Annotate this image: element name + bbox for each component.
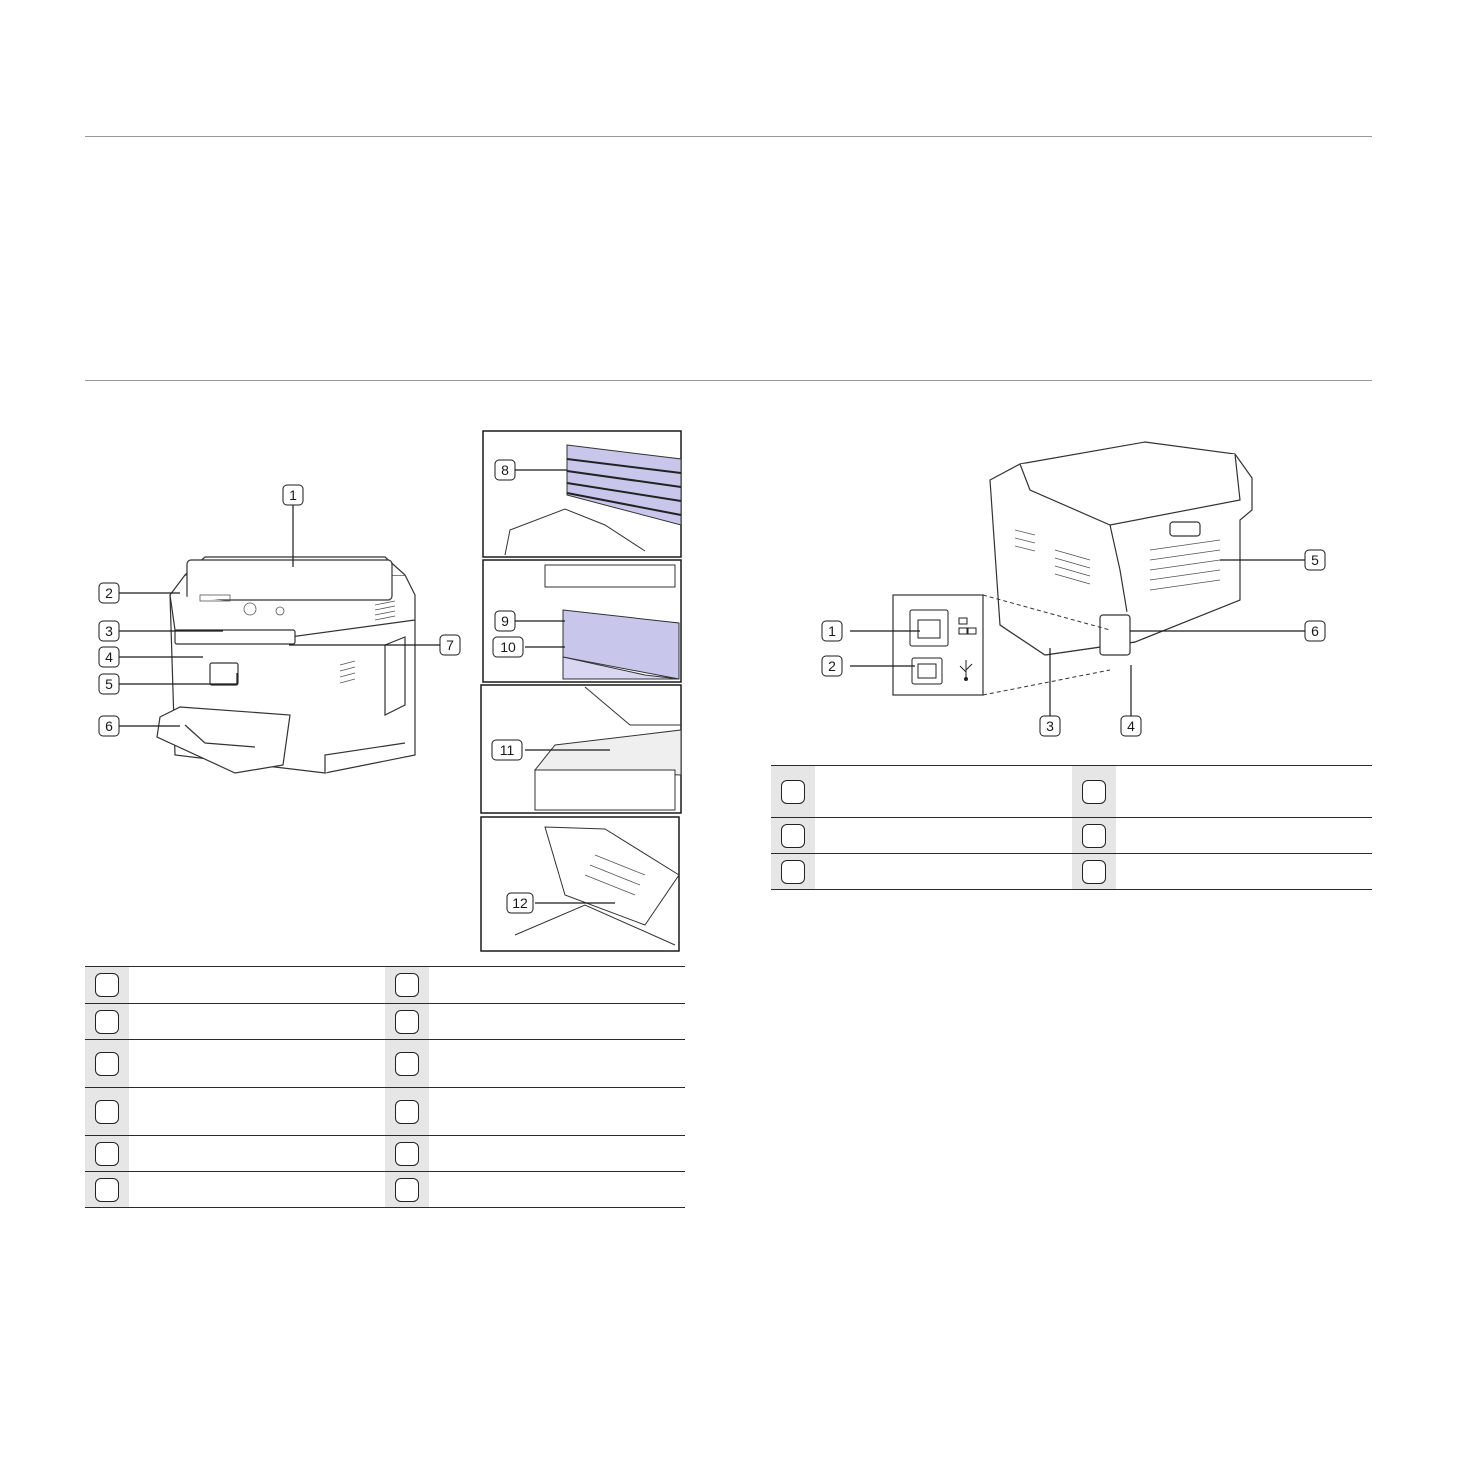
svg-text:9: 9 (501, 613, 509, 629)
rear-view-legend (771, 765, 1372, 890)
front-callout-3 (99, 621, 119, 641)
rear-view-figure (800, 430, 1360, 750)
svg-text:6: 6 (1311, 623, 1319, 639)
front-callout-2 (99, 583, 119, 603)
legend-label (429, 1040, 685, 1088)
number-badge (781, 860, 805, 884)
table-row (85, 1040, 685, 1088)
legend-label (129, 1172, 385, 1208)
svg-text:1: 1 (828, 623, 836, 639)
number-badge (395, 1100, 419, 1124)
number-badge (1082, 860, 1106, 884)
svg-text:3: 3 (1046, 718, 1054, 734)
svg-text:4: 4 (1127, 718, 1135, 734)
rear-callout-1 (822, 621, 842, 641)
front-callout-4 (99, 647, 119, 667)
svg-text:6: 6 (105, 718, 113, 734)
legend-label (429, 1004, 685, 1040)
front-view-illustration (85, 425, 685, 955)
table-row (771, 854, 1372, 890)
legend-label (1116, 766, 1373, 818)
front-view-legend (85, 966, 685, 1208)
rear-view-illustration (800, 430, 1360, 750)
number-badge (395, 1142, 419, 1166)
svg-text:5: 5 (1311, 552, 1319, 568)
number-badge (1082, 824, 1106, 848)
number-badge (395, 1178, 419, 1202)
front-callout-5 (99, 674, 119, 694)
legend-label (1116, 854, 1373, 890)
legend-label (429, 1172, 685, 1208)
number-badge (95, 1010, 119, 1034)
legend-label (129, 1136, 385, 1172)
legend-label (815, 854, 1072, 890)
svg-text:4: 4 (105, 649, 113, 665)
svg-text:8: 8 (501, 462, 509, 478)
front-callout-1 (283, 485, 303, 505)
inset-scanner-lid-panel (481, 817, 679, 951)
rear-callout-2 (822, 656, 842, 676)
front-callout-7 (440, 635, 460, 655)
number-badge (395, 1010, 419, 1034)
number-badge (395, 973, 419, 997)
table-row (771, 818, 1372, 854)
legend-label (429, 967, 685, 1004)
inset-scan-glass-panel (481, 685, 681, 813)
number-badge (781, 780, 805, 804)
svg-text:11: 11 (499, 742, 515, 758)
front-callout-6 (99, 716, 119, 736)
svg-text:10: 10 (500, 639, 516, 655)
legend-label (429, 1088, 685, 1136)
rear-callout-6 (1305, 621, 1325, 641)
section-rule (85, 380, 1372, 381)
legend-label (815, 766, 1072, 818)
number-badge (95, 1178, 119, 1202)
legend-label (815, 818, 1072, 854)
number-badge (95, 973, 119, 997)
legend-label (1116, 818, 1373, 854)
number-badge (781, 824, 805, 848)
svg-text:2: 2 (105, 585, 113, 601)
inset-toner-panel (483, 431, 681, 557)
rear-callout-5 (1305, 550, 1325, 570)
legend-label (429, 1136, 685, 1172)
table-row (85, 1004, 685, 1040)
number-badge (95, 1142, 119, 1166)
front-view-figure (85, 425, 685, 955)
svg-text:7: 7 (446, 637, 454, 653)
legend-label (129, 1040, 385, 1088)
table-row (85, 967, 685, 1004)
number-badge (395, 1052, 419, 1076)
number-badge (95, 1100, 119, 1124)
rear-callout-3 (1040, 716, 1060, 736)
number-badge (1082, 780, 1106, 804)
legend-label (129, 1004, 385, 1040)
svg-text:1: 1 (289, 487, 297, 503)
svg-text:3: 3 (105, 623, 113, 639)
svg-text:5: 5 (105, 676, 113, 692)
rear-callout-4 (1121, 716, 1141, 736)
table-row (85, 1088, 685, 1136)
table-row (85, 1136, 685, 1172)
number-badge (95, 1052, 119, 1076)
inset-transfer-belt-panel (483, 560, 681, 682)
legend-label (129, 967, 385, 1004)
table-row (771, 766, 1372, 818)
svg-text:2: 2 (828, 658, 836, 674)
top-rule (85, 136, 1372, 137)
table-row (85, 1172, 685, 1208)
legend-label (129, 1088, 385, 1136)
svg-text:12: 12 (512, 895, 528, 911)
